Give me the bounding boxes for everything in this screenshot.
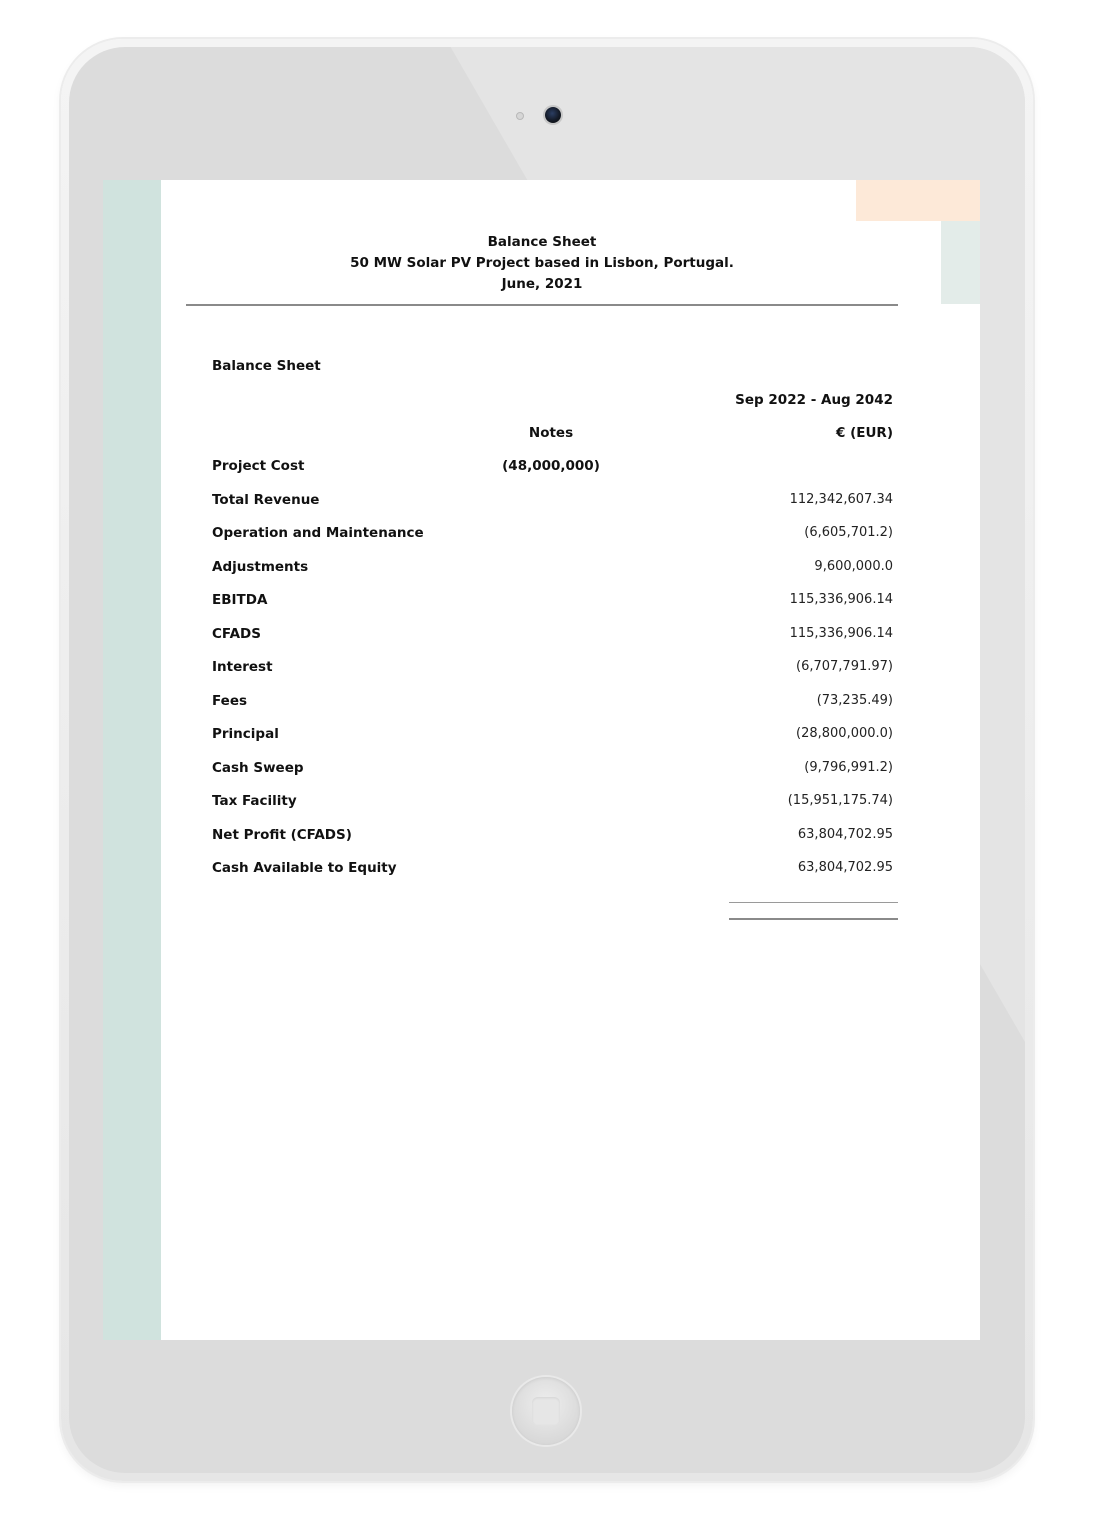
accent-block-mint (941, 221, 980, 304)
table-row (212, 592, 893, 626)
table-row (212, 860, 893, 894)
row-value: (9,796,991.2) (804, 759, 893, 775)
header-divider (186, 304, 898, 306)
row-value: 115,336,906.14 (789, 625, 893, 641)
row-label: Cash Sweep (212, 759, 304, 776)
row-value: 63,804,702.95 (797, 826, 893, 842)
document-date: June, 2021 (501, 276, 583, 292)
row-note: (48,000,000) (502, 458, 600, 474)
table-row (212, 559, 893, 593)
currency-column-header: € (EUR) (835, 425, 893, 441)
row-value: 63,804,702.95 (797, 860, 893, 875)
row-label: CFADS (212, 625, 261, 642)
row-value: (15,951,175.74) (787, 793, 893, 808)
total-rule-bottom (729, 918, 898, 920)
section-title: Balance Sheet (212, 358, 321, 374)
row-label: Operation and Maintenance (212, 525, 424, 541)
document-title: Balance Sheet (487, 234, 597, 250)
table-row (212, 525, 893, 559)
row-label: Interest (212, 659, 273, 675)
table-row (212, 626, 893, 660)
home-button-icon (532, 1397, 560, 1425)
table-row (212, 458, 893, 492)
row-value: (6,605,701.2) (804, 525, 893, 540)
row-value: (73,235.49) (816, 692, 893, 708)
document-screen (103, 180, 980, 1340)
row-label: Cash Available to Equity (212, 860, 397, 876)
row-label: Tax Facility (212, 793, 297, 809)
table-row (212, 693, 893, 727)
row-label: EBITDA (212, 592, 268, 608)
row-label: Project Cost (212, 458, 305, 474)
table-row (212, 827, 893, 861)
row-value: (6,707,791.97) (796, 659, 893, 674)
row-label: Adjustments (212, 558, 309, 575)
accent-stripe-left (103, 180, 161, 1340)
row-value: 9,600,000.0 (814, 558, 893, 574)
document-subtitle: 50 MW Solar PV Project based in Lisbon, Portugal. (350, 255, 734, 271)
row-label: Total Revenue (212, 491, 320, 508)
balance-sheet-table (212, 458, 893, 894)
table-row (212, 659, 893, 693)
home-button[interactable] (512, 1377, 580, 1445)
table-row (212, 726, 893, 760)
row-label: Principal (212, 726, 279, 742)
camera-icon (545, 107, 561, 123)
document-header (186, 232, 898, 295)
row-label: Fees (212, 692, 248, 709)
table-row (212, 492, 893, 526)
row-value: 112,342,607.34 (789, 491, 893, 507)
row-value: (28,800,000.0) (796, 726, 893, 741)
table-row (212, 793, 893, 827)
table-row (212, 760, 893, 794)
accent-block-peach (856, 180, 980, 221)
row-label: Net Profit (CFADS) (212, 826, 352, 843)
period-header: Sep 2022 - Aug 2042 (735, 392, 893, 408)
total-rule-top (729, 902, 898, 903)
notes-column-header: Notes (528, 425, 574, 441)
row-value: 115,336,906.14 (789, 592, 893, 607)
light-sensor-icon (516, 112, 524, 120)
